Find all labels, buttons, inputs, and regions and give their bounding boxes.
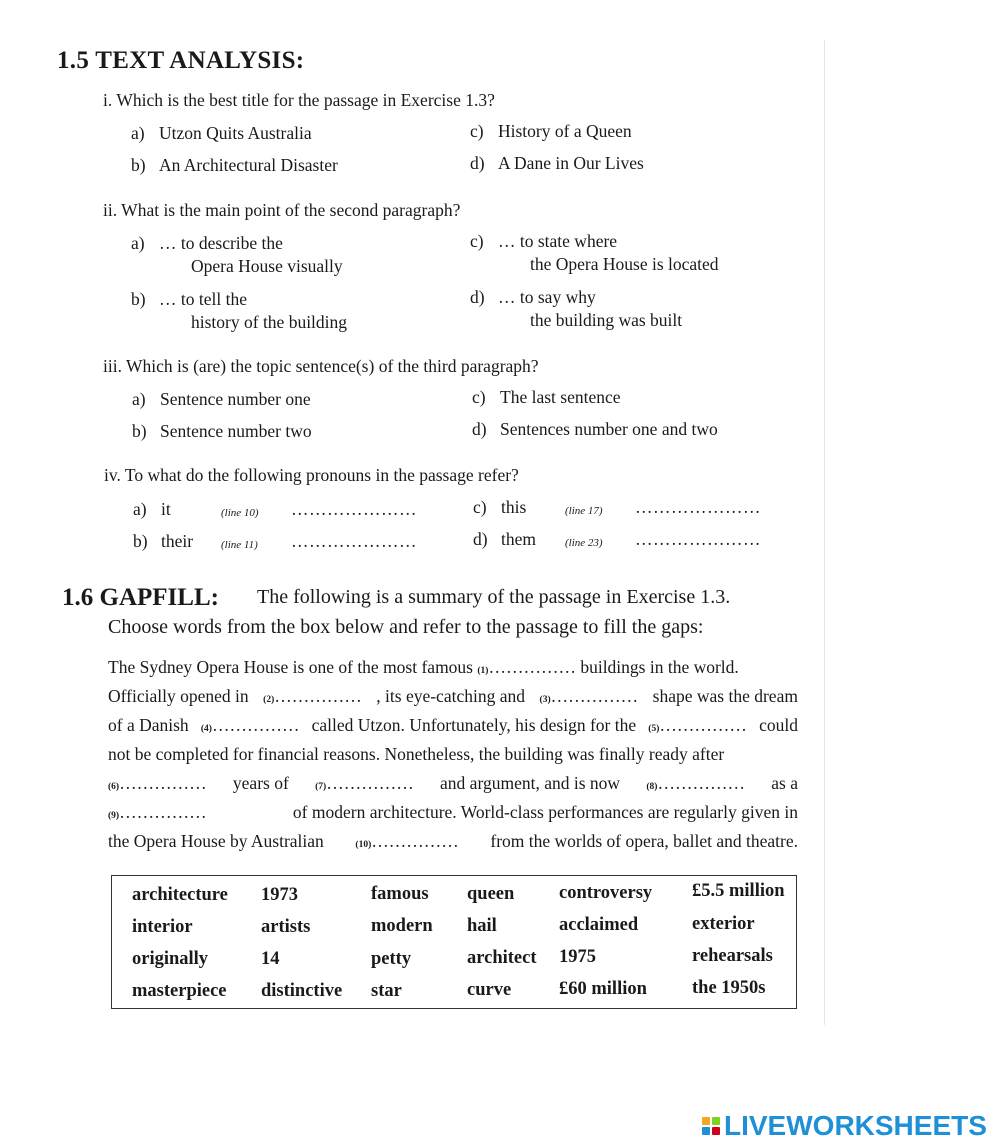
section-1-5-heading: 1.5 TEXT ANALYSIS: (57, 47, 305, 74)
answer-blank[interactable]: ………………… (635, 497, 761, 517)
gap-5[interactable]: …………… (659, 715, 747, 735)
word-box-cell: queen (467, 884, 515, 904)
q2-option-c[interactable]: c) … to state where the Opera House is located (470, 231, 719, 274)
question-number: ii. (103, 200, 118, 220)
logo-grid-icon (702, 1117, 720, 1135)
section-1-6-heading: 1.6 GAPFILL: (62, 584, 219, 611)
word-box-cell: 14 (261, 949, 280, 969)
word-box-cell: £60 million (559, 979, 647, 999)
q2-option-a[interactable]: a) … to describe the Opera House visually (131, 233, 343, 276)
gap-1[interactable]: …………… (488, 657, 576, 677)
word-box-cell: rehearsals (692, 946, 773, 966)
word-box (111, 875, 797, 1009)
summary-line-7: the Opera House by Australian (10)…………… from the worlds of opera, ballet and theatre. (108, 831, 798, 851)
question-3 (103, 356, 539, 377)
gap-9[interactable]: …………… (119, 802, 207, 822)
q4-option-a: a) it (line 10) ………………… (133, 498, 433, 522)
q1-option-d[interactable]: d) A Dane in Our Lives (470, 153, 644, 173)
question-2 (103, 200, 460, 221)
word-box-cell: the 1950s (692, 978, 766, 998)
question-4 (104, 465, 519, 486)
line-reference: (line 11) (221, 539, 258, 551)
word-box-cell: artists (261, 917, 311, 937)
pronoun: their (161, 531, 194, 551)
word-box-cell: distinctive (261, 981, 343, 1001)
pronoun: it (161, 499, 171, 519)
gap-3[interactable]: …………… (550, 686, 639, 706)
q1-option-a[interactable]: a) Utzon Quits Australia (131, 123, 312, 143)
gapfill-intro-line1: The following is a summary of the passage in Exercise 1.3. (257, 586, 731, 608)
q3-option-b[interactable]: b) Sentence number two (132, 421, 312, 441)
gap-10[interactable]: …………… (371, 831, 459, 851)
line-reference: (line 17) (565, 505, 603, 517)
question-text: Which is (are) the topic sentence(s) of the third paragraph? (126, 356, 539, 376)
question-number: iv. (104, 465, 121, 485)
question-number: i. (103, 90, 113, 110)
answer-blank[interactable]: ………………… (635, 529, 761, 549)
question-text: What is the main point of the second paragraph? (121, 200, 461, 220)
gap-8[interactable]: …………… (657, 773, 745, 793)
question-text: Which is the best title for the passage in Exercise 1.3? (116, 90, 495, 110)
word-box-cell: £5.5 million (692, 881, 785, 901)
word-box-cell: 1975 (559, 947, 596, 967)
word-box-cell: acclaimed (559, 915, 639, 935)
question-text: To what do the following pronouns in the passage refer? (124, 465, 519, 485)
answer-blank[interactable]: ………………… (291, 531, 417, 551)
word-box-cell: 1973 (261, 885, 298, 905)
q1-option-b[interactable]: b) An Architectural Disaster (131, 155, 338, 175)
question-number: iii. (103, 356, 122, 376)
logo-text: LIVEWORKSHEETS (724, 1110, 987, 1141)
gap-2[interactable]: …………… (274, 686, 362, 706)
q1-option-c[interactable]: c) History of a Queen (470, 121, 632, 141)
word-box-cell: famous (371, 884, 429, 904)
word-box-cell: architecture (132, 885, 228, 905)
word-box-cell: exterior (692, 914, 755, 934)
summary-line-5: (6)…………… years of (7)…………… and argument, and is now (8)…………… as a (108, 773, 798, 793)
word-box-cell: originally (132, 949, 209, 969)
q3-option-d[interactable]: d) Sentences number one and two (472, 419, 718, 439)
word-box-cell: modern (371, 916, 433, 936)
gapfill-intro-line2: Choose words from the box below and refer to the passage to fill the gaps: (108, 616, 704, 638)
word-box-cell: architect (467, 948, 537, 968)
summary-line-4: not be completed for financial reasons. Nonetheless, the building was finally ready after (108, 744, 725, 764)
word-box-cell: hail (467, 916, 497, 936)
q2-option-d[interactable]: d) … to say why the building was built (470, 287, 683, 330)
pronoun: this (501, 497, 527, 517)
word-box-cell: star (371, 981, 402, 1001)
q4-option-c: c) this (line 17) ………………… (473, 496, 773, 520)
q4-option-b: b) their (line 11) ………………… (133, 530, 433, 554)
answer-blank[interactable]: ………………… (291, 499, 417, 519)
summary-line-1: The Sydney Opera House is one of the most famous (1)…………… buildings in the world. (108, 657, 739, 677)
gap-4[interactable]: …………… (211, 715, 300, 735)
line-reference: (line 10) (221, 507, 259, 519)
gap-6[interactable]: …………… (119, 773, 207, 793)
page-edge-line (824, 40, 825, 1025)
word-box-cell: masterpiece (132, 981, 227, 1001)
summary-line-3: of a Danish (4)…………… called Utzon. Unfortunately, his design for the (5)…………… could (108, 715, 798, 735)
q4-option-d: d) them (line 23) ………………… (473, 528, 773, 552)
question-1 (103, 90, 495, 111)
word-box-cell: controversy (559, 883, 653, 903)
q3-option-a[interactable]: a) Sentence number one (132, 389, 311, 409)
q3-option-c[interactable]: c) The last sentence (472, 387, 621, 407)
gap-7[interactable]: …………… (326, 773, 414, 793)
summary-line-2: Officially opened in (2)…………… , its eye-catching and (3)…………… shape was the dream (108, 686, 798, 706)
pronoun: them (501, 529, 536, 549)
word-box-cell: interior (132, 917, 193, 937)
line-reference: (line 23) (565, 537, 603, 549)
q2-option-b[interactable]: b) … to tell the history of the building (131, 289, 348, 332)
word-box-cell: petty (371, 949, 412, 969)
liveworksheets-logo[interactable] (702, 1110, 987, 1142)
summary-line-6: (9)…………… of modern architecture. World-class performances are regularly given in (108, 802, 798, 822)
word-box-cell: curve (467, 980, 512, 1000)
